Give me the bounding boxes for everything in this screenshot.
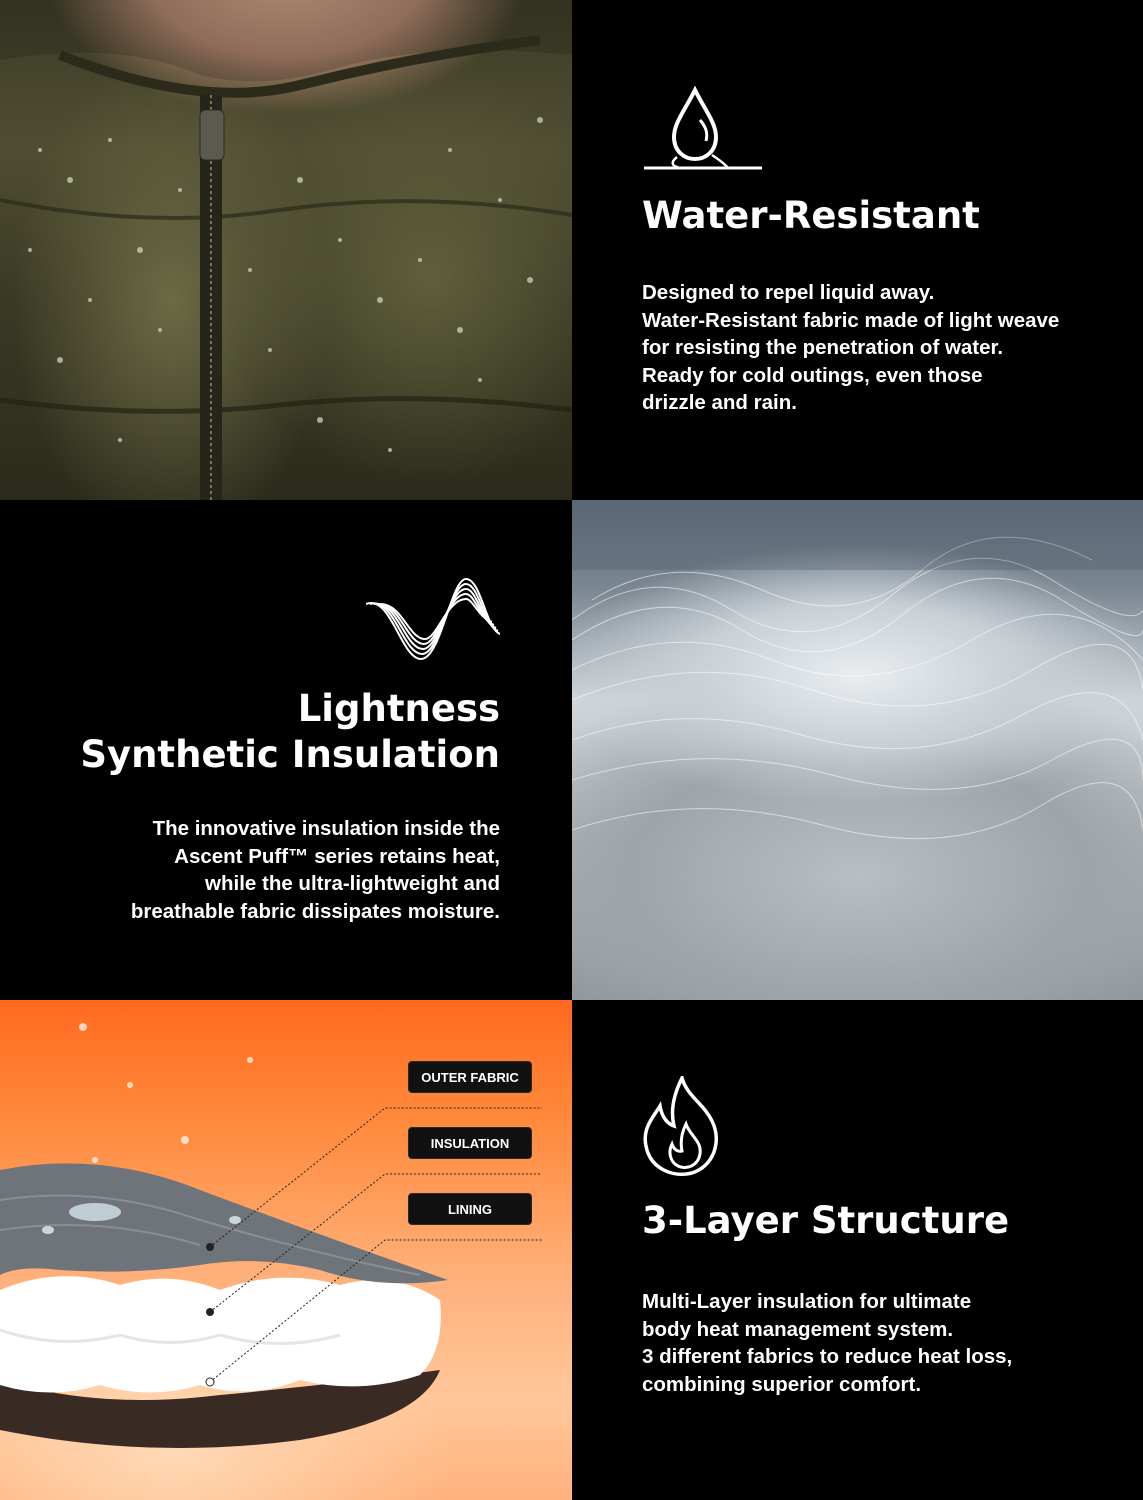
insulation-title-line: Lightness xyxy=(297,687,500,730)
description-line: Designed to repel liquid away. xyxy=(642,281,935,304)
insulation-tag: INSULATION xyxy=(408,1127,532,1159)
water-drop-icon xyxy=(642,85,764,177)
description-line: combining superior comfort. xyxy=(642,1372,922,1396)
insulation-fiber-photo xyxy=(572,500,1143,1000)
description-line: breathable fabric dissipates moisture. xyxy=(130,899,500,923)
flame-icon xyxy=(642,1076,726,1180)
water-resistant-description xyxy=(642,279,1112,417)
description-line: Multi-Layer insulation for ultimate xyxy=(642,1290,972,1313)
description-line: The innovative insulation inside the xyxy=(152,817,500,840)
water-resistant-title: Water-Resistant xyxy=(642,194,980,237)
description-line: for resisting the penetration of water. xyxy=(642,336,1004,359)
wave-lines-icon xyxy=(366,574,500,670)
description-line: body heat management system. xyxy=(642,1317,954,1341)
water-resistant-panel xyxy=(572,0,1143,500)
layer-structure-panel xyxy=(572,1000,1143,1500)
fiber-texture-art xyxy=(572,500,1143,1000)
description-line: drizzle and rain. xyxy=(642,391,797,414)
layer-structure-title: 3-Layer Structure xyxy=(642,1199,1010,1242)
jacket-photo xyxy=(0,0,572,500)
layer-structure-illustration xyxy=(0,1000,572,1500)
lining-tag: LINING xyxy=(408,1193,532,1225)
layer-structure-description xyxy=(642,1288,1112,1398)
description-line: Water-Resistant fabric made of light weave xyxy=(642,308,1060,332)
insulation-title xyxy=(80,686,500,778)
outer-fabric-tag: OUTER FABRIC xyxy=(408,1061,532,1093)
jacket-photo-art xyxy=(0,0,572,500)
insulation-panel xyxy=(0,500,572,1000)
description-line: while the ultra-lightweight and xyxy=(205,872,500,895)
description-line: 3 different fabrics to reduce heat loss, xyxy=(642,1345,1013,1368)
description-line: Ready for cold outings, even those xyxy=(642,363,983,387)
insulation-description xyxy=(30,815,500,925)
description-line: Ascent Puff™ series retains heat, xyxy=(174,844,500,868)
insulation-title-line: Synthetic Insulation xyxy=(80,733,500,776)
